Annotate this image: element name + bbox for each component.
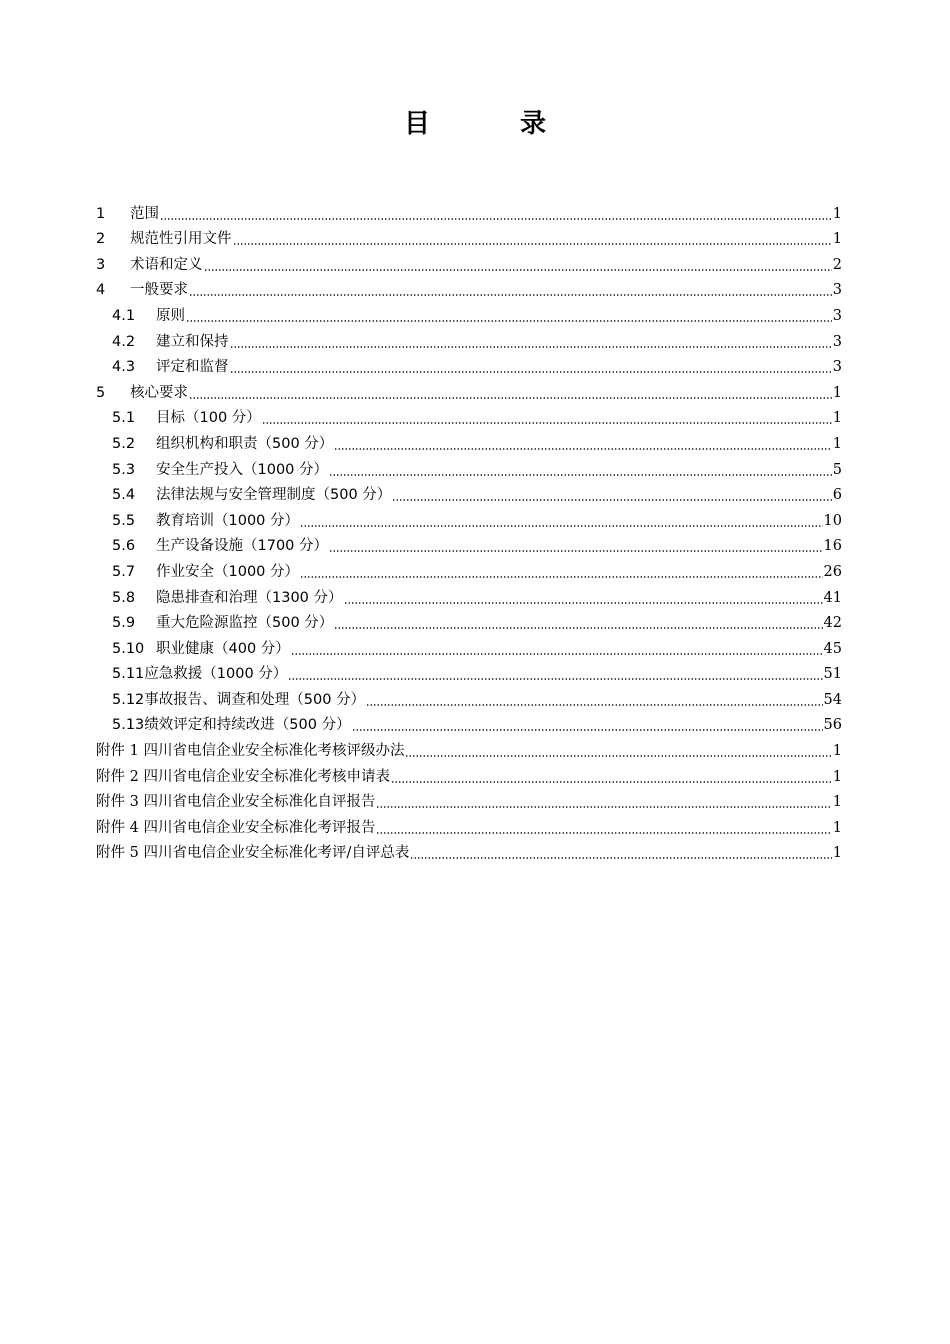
- toc-entry-number: 5: [96, 384, 106, 401]
- toc-entry-page: 45: [823, 640, 842, 657]
- toc-entry-number: 5.4: [112, 487, 136, 504]
- toc-entry-title: 附件 1 四川省电信企业安全标准化考核评级办法: [96, 743, 405, 760]
- toc-dot-leader: [230, 346, 832, 348]
- toc-entry[interactable]: [96, 352, 842, 378]
- toc-dot-leader: [288, 678, 822, 680]
- toc-dot-leader: [189, 397, 832, 399]
- toc-entry[interactable]: [96, 735, 842, 761]
- toc-entry[interactable]: [96, 480, 842, 506]
- toc-entry-number: 1: [96, 205, 106, 222]
- toc-entry-title: 组织机构和职责（500 分）: [156, 435, 334, 452]
- toc-entry-title: 职业健康（400 分）: [156, 640, 290, 657]
- toc-dot-leader: [160, 218, 832, 220]
- toc-entry-page: 1: [832, 819, 842, 836]
- toc-entry-page: 1: [832, 231, 842, 248]
- toc-entry-number: 5.1: [112, 410, 136, 427]
- toc-dot-leader: [329, 474, 832, 476]
- toc-entry-page: 1: [832, 845, 842, 862]
- toc-entry-title: 一般要求: [130, 282, 188, 299]
- toc-dot-leader: [189, 294, 832, 296]
- toc-entry[interactable]: [96, 300, 842, 326]
- toc-dot-leader: [334, 448, 831, 450]
- toc-entry-page: 5: [832, 461, 842, 478]
- toc-entry-title: 法律法规与安全管理制度（500 分）: [156, 487, 392, 504]
- toc-entry-number: 5.11: [112, 666, 145, 683]
- toc-entry-page: 1: [832, 384, 842, 401]
- toc-entry-number: 5.6: [112, 538, 136, 555]
- toc-entry-number: 5.8: [112, 589, 136, 606]
- toc-dot-leader: [391, 781, 832, 783]
- toc-dot-leader: [376, 806, 831, 808]
- toc-entry-page: 2: [832, 256, 842, 273]
- toc-entry-title: 附件 5 四川省电信企业安全标准化考评/自评总表: [96, 845, 410, 862]
- toc-dot-leader: [262, 422, 832, 424]
- toc-entry[interactable]: [96, 684, 842, 710]
- toc-entry-title: 建立和保持: [156, 333, 229, 350]
- toc-dot-leader: [366, 704, 822, 706]
- toc-entry[interactable]: [96, 633, 842, 659]
- toc-entry-number: 5.10: [112, 640, 145, 657]
- toc-entry-title: 安全生产投入（1000 分）: [156, 461, 329, 478]
- toc-entry[interactable]: [96, 582, 842, 608]
- toc-entry[interactable]: [96, 326, 842, 352]
- toc-entry[interactable]: [96, 275, 842, 301]
- toc-entry-page: 6: [832, 487, 842, 504]
- toc-entry[interactable]: [96, 198, 842, 224]
- toc-dot-leader: [204, 269, 832, 271]
- toc-entry-number: 2: [96, 231, 106, 248]
- toc-entry[interactable]: [96, 608, 842, 634]
- toc-entry-number: 5.13: [112, 717, 145, 734]
- toc-entry-title: 核心要求: [130, 384, 188, 401]
- toc-entry[interactable]: [96, 531, 842, 557]
- toc-dot-leader: [410, 857, 831, 859]
- toc-entry-title: 评定和监督: [156, 359, 229, 376]
- toc-entry-page: 3: [832, 333, 842, 350]
- toc-entry-number: 5.2: [112, 435, 136, 452]
- toc-dot-leader: [329, 550, 823, 552]
- toc-entry-title: 原则: [156, 307, 185, 324]
- toc-dot-leader: [300, 525, 823, 527]
- toc-entry-number: 5.3: [112, 461, 136, 478]
- toc-entry-title: 生产设备设施（1700 分）: [156, 538, 329, 555]
- toc-entry-number: 5.12: [112, 691, 145, 708]
- toc-dot-leader: [300, 576, 823, 578]
- toc-entry-title: 目标（100 分）: [156, 410, 261, 427]
- toc-entry-number: 3: [96, 256, 106, 273]
- toc-entry-number: 4.1: [112, 307, 136, 324]
- toc-entry-page: 42: [823, 615, 842, 632]
- toc-entry-page: 1: [832, 768, 842, 785]
- toc-entry-title: 隐患排查和治理（1300 分）: [156, 589, 343, 606]
- toc-entry[interactable]: [96, 454, 842, 480]
- toc-entry-number: 5.9: [112, 615, 136, 632]
- toc-entry-title: 范围: [130, 205, 159, 222]
- toc-entry[interactable]: [96, 659, 842, 685]
- toc-entry-title: 附件 4 四川省电信企业安全标准化考评报告: [96, 819, 376, 836]
- toc-entry-page: 1: [832, 435, 842, 452]
- toc-dot-leader: [186, 320, 832, 322]
- toc-entry-page: 51: [823, 666, 842, 683]
- toc-dot-leader: [352, 729, 823, 731]
- toc-entry[interactable]: [96, 787, 842, 813]
- toc-entry-page: 16: [823, 538, 842, 555]
- toc-dot-leader: [230, 371, 832, 373]
- toc-entry-page: 26: [823, 563, 842, 580]
- toc-entry[interactable]: [96, 761, 842, 787]
- toc-entry[interactable]: [96, 377, 842, 403]
- toc-entry-number: 4.3: [112, 359, 136, 376]
- toc-entry-title: 教育培训（1000 分）: [156, 512, 300, 529]
- toc-entry-page: 1: [832, 205, 842, 222]
- toc-entry-page: 1: [832, 743, 842, 760]
- toc-entry[interactable]: [96, 224, 842, 250]
- page-title: 目 录: [403, 109, 578, 139]
- toc-entry-title: 规范性引用文件: [130, 231, 232, 248]
- toc-entry[interactable]: [96, 403, 842, 429]
- toc-dot-leader: [233, 243, 832, 245]
- toc-entry-page: 54: [823, 691, 842, 708]
- toc-entry-page: 10: [823, 512, 842, 529]
- toc-entry[interactable]: [96, 505, 842, 531]
- toc-entry[interactable]: [96, 428, 842, 454]
- toc-entry-title: 附件 3 四川省电信企业安全标准化自评报告: [96, 794, 376, 811]
- toc-dot-leader: [344, 602, 823, 604]
- toc-dot-leader: [405, 755, 831, 757]
- toc-entry-title: 绩效评定和持续改进（500 分）: [144, 717, 351, 734]
- toc-entry-number: 5.7: [112, 563, 136, 580]
- toc-entry-title: 应急救援（1000 分）: [144, 666, 288, 683]
- toc-entry[interactable]: [96, 249, 842, 275]
- toc-dot-leader: [334, 627, 822, 629]
- toc-entry[interactable]: [96, 556, 842, 582]
- toc-entry-page: 3: [832, 307, 842, 324]
- toc-entry-page: 1: [832, 410, 842, 427]
- toc-entry-number: 4.2: [112, 333, 136, 350]
- toc-entry-page: 1: [832, 794, 842, 811]
- toc-dot-leader: [291, 653, 823, 655]
- toc-entry-title: 事故报告、调查和处理（500 分）: [144, 691, 366, 708]
- toc-entry-page: 41: [823, 589, 842, 606]
- toc-entry-title: 附件 2 四川省电信企业安全标准化考核申请表: [96, 768, 390, 785]
- toc-entry-number: 5.5: [112, 512, 136, 529]
- toc-entry[interactable]: [96, 710, 842, 736]
- toc-entry-page: 3: [832, 282, 842, 299]
- table-of-contents: [96, 198, 842, 863]
- toc-entry-page: 3: [832, 359, 842, 376]
- toc-dot-leader: [392, 499, 831, 501]
- toc-entry[interactable]: [96, 812, 842, 838]
- toc-entry-number: 4: [96, 282, 106, 299]
- toc-entry-title: 重大危险源监控（500 分）: [156, 615, 334, 632]
- toc-entry-title: 术语和定义: [130, 256, 203, 273]
- toc-dot-leader: [376, 832, 831, 834]
- toc-entry-page: 56: [823, 717, 842, 734]
- toc-entry-title: 作业安全（1000 分）: [156, 563, 300, 580]
- toc-entry[interactable]: [96, 838, 842, 864]
